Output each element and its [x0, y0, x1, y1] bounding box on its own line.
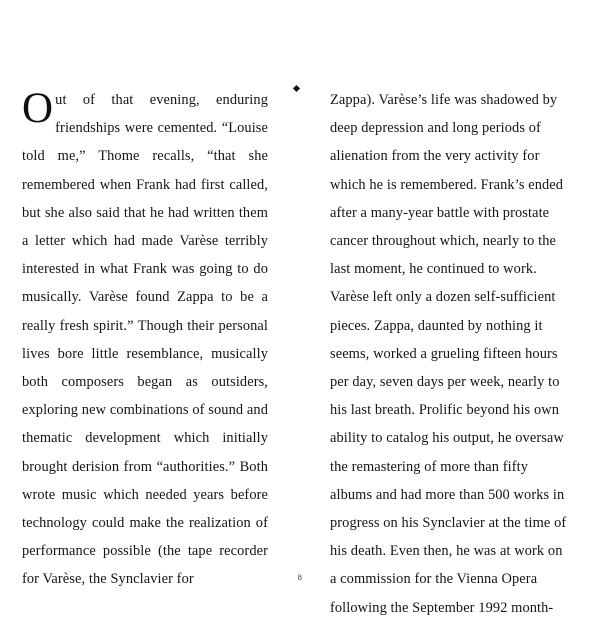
paragraph-left-text: ut of that evening, enduring friendships were cemented. “Louise told me,” Thome recalls, “that she remembered when Frank had first called, but she also said that he had written them a letter which had made Varèse terribly interested in what Frank was going to do musically. Varèse found Zappa to be a really fresh spirit.” Though their personal lives bore little resemblance, musically both composers began as outsiders, exploring new combinations of sound and thematic development which initially brought derision from “authorities.” Both wrote music which needed years before technology could make the realization of performance possible (the tape recorder for Varèse, the Synclavier for	[22, 92, 268, 588]
column-gutter	[290, 86, 302, 560]
drop-cap: O	[22, 85, 54, 132]
diamond-ornament-icon	[293, 85, 300, 92]
column-right	[302, 86, 570, 616]
paragraph-left	[22, 86, 268, 594]
column-left	[22, 85, 290, 588]
paragraph-right: Zappa). Varèse’s life was shadowed by deep depression and long periods of alienation from the very activity for which he is remembered. Frank’s ended after a many-year battle with prostate cancer throughout which, nearly to the last moment, he continued to work. Varèse left only a dozen self-sufficient pieces. Zappa, daunted by nothing it seems, worked a grueling fifteen hours per day, seven days per week, nearly to his last breath. Prolific beyond his own ability to catalog his output, he oversaw the remastering of more than fifty albums and had more than 500 works in progress on his Synclavier at the time of his death. Even then, he was at work on a commission for the Vienna Opera following the September 1992 month-	[330, 92, 567, 616]
page-number: 8	[297, 572, 303, 582]
